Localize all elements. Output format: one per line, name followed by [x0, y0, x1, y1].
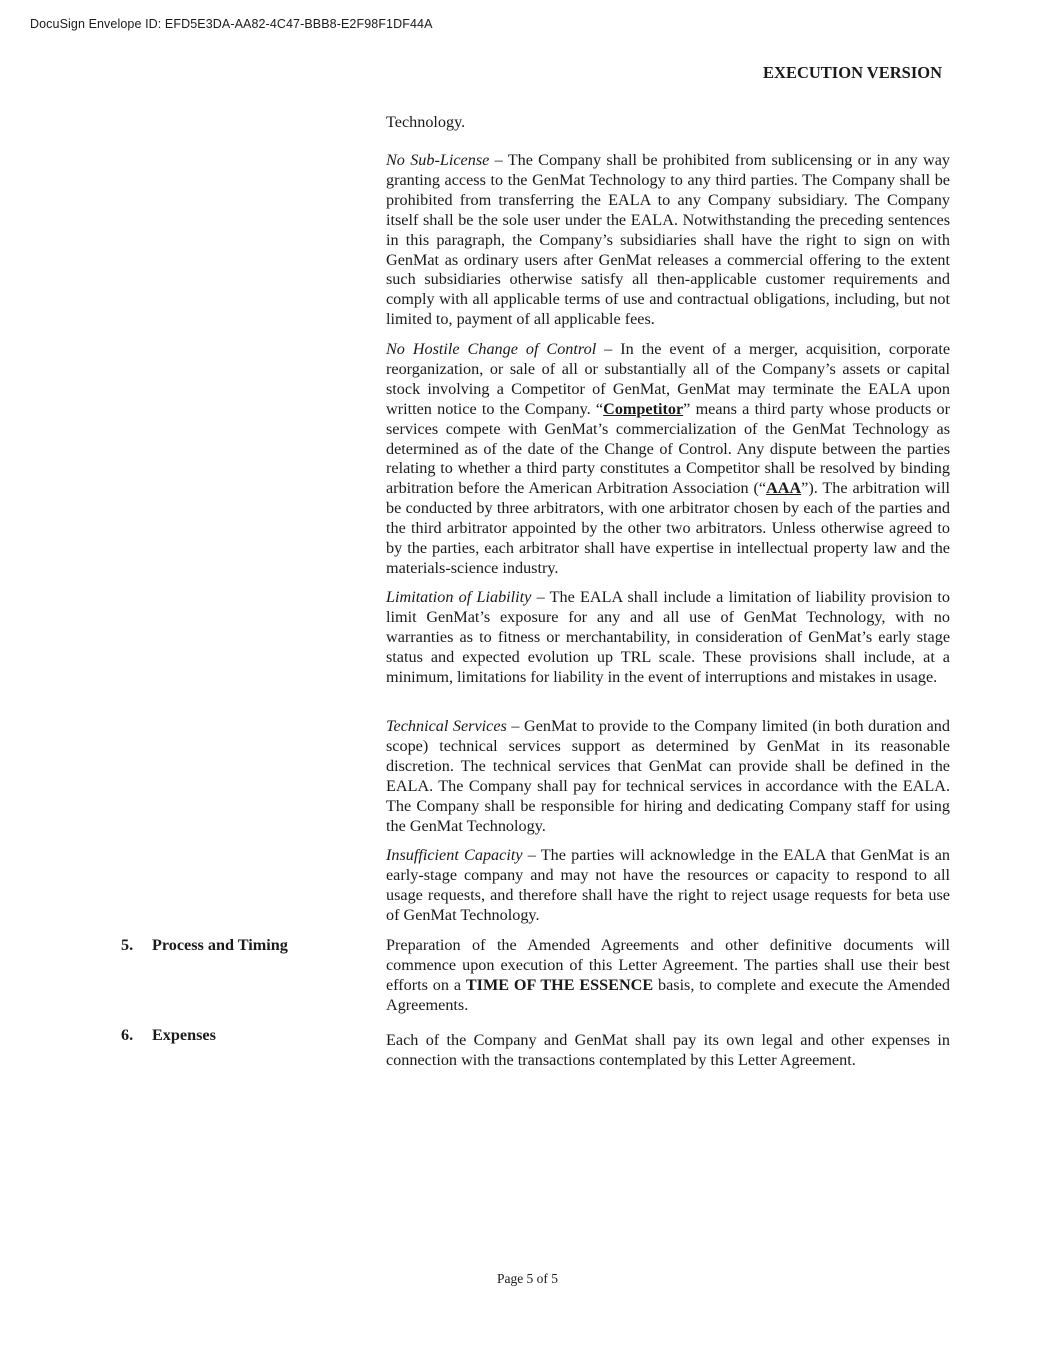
no-hostile-change-paragraph — [386, 340, 950, 579]
limitation-lead: Limitation of Liability — [386, 588, 532, 606]
section-heading-process-timing — [121, 936, 288, 956]
expenses-paragraph — [386, 1031, 950, 1071]
no-hostile-text-2: ” means a third party whose products or services compete with GenMat’s commercialization of the GenMat Technology as determined as of the date of the Change of Control. Any dispute between the parties relating to whether a third party constitutes a Competitor shall be resolved by binding arbitration before the American Arbitration Association (“ — [386, 399, 950, 498]
time-of-essence-emphasis: TIME OF THE ESSENCE — [465, 975, 654, 994]
insufficient-capacity-paragraph — [386, 846, 950, 926]
execution-version-label: EXECUTION VERSION — [763, 63, 942, 82]
no-sublicense-lead: No Sub-License — [386, 151, 490, 169]
technical-services-text: – GenMat to provide to the Company limited (in both duration and scope) technical services support as determined by GenMat in its reasonable discretion. The technical services that GenMat can provide shall be defined in the EALA. The Company shall pay for technical services in accordance with the EALA. The Company shall be responsible for hiring and dedicating Company staff for using the GenMat Technology. — [386, 717, 950, 835]
section-number: 6. — [121, 1026, 134, 1044]
section-number: 5. — [121, 936, 134, 954]
insufficient-capacity-lead: Insufficient Capacity — [386, 846, 523, 864]
process-timing-text-2: basis, to complete and execute the Amended Agreements. — [386, 975, 951, 1014]
section-heading-expenses — [121, 1026, 216, 1046]
section-title: Process and Timing — [152, 936, 288, 954]
page-number: Page 5 of 5 — [496, 1271, 559, 1286]
no-hostile-lead: No Hostile Change of Control — [386, 340, 597, 358]
process-timing-text-1: Preparation of the Amended Agreements and other definitive documents will commence upon execution of this Letter Agreement. The parties shall use their best efforts on a — [386, 936, 950, 994]
section-title: Expenses — [152, 1026, 216, 1044]
continuation-paragraph — [386, 113, 950, 133]
docusign-envelope-id: DocuSign Envelope ID: EFD5E3DA-AA82-4C47-BBB8-E2F98F1DF44A — [30, 17, 433, 31]
limitation-of-liability-paragraph — [386, 588, 950, 688]
insufficient-capacity-text: – The parties will acknowledge in the EALA that GenMat is an early-stage company and may not have the resources or capacity to respond to all usage requests, and therefore shall have the right to reject usage requests for beta use of GenMat Technology. — [386, 846, 951, 924]
no-sublicense-paragraph — [386, 151, 950, 330]
defined-term-aaa: AAA — [766, 479, 802, 498]
expenses-text: Each of the Company and GenMat shall pay its own legal and other expenses in connection with the transactions contemplated by this Letter Agreement. — [386, 1031, 950, 1069]
no-sublicense-text: – The Company shall be prohibited from sublicensing or in any way granting access to the GenMat Technology to any third parties. The Company shall be prohibited from transferring the EALA to any Company subsidiary. The Company itself shall be the sole user under the EALA. Notwithstanding the preceding sentences in this paragraph, the Company’s subsidiaries shall have the right to sign on with GenMat as ordinary users after GenMat releases a commercial offering to the extent such subsidiaries otherwise satisfy all then-applicable customer requirements and comply with all applicable terms of use and contractual obligations, including, but not limited to, payment of all applicable fees. — [386, 151, 950, 329]
limitation-text: – The EALA shall include a limitation of liability provision to limit GenMat’s exposure for any and all use of GenMat Technology, with no warranties as to fitness or merchantability, in consideration of GenMat’s early stage status and expected evolution up TRL scale. These provisions shall include, at a minimum, limitations for liability in the event of interruptions and mistakes in usage. — [386, 588, 951, 686]
defined-term-competitor: Competitor — [603, 399, 684, 418]
technical-services-lead: Technical Services — [386, 717, 507, 735]
no-hostile-text-1: – In the event of a merger, acquisition, corporate reorganization, or sale of all or substantially all of the Company’s assets or capital stock involving a Competitor of GenMat, GenMat may terminate the EALA upon written notice to the Company. “ — [386, 340, 951, 418]
no-hostile-text-3: ”). The arbitration will be conducted by three arbitrators, with one arbitrator chosen by each of the parties and the third arbitrator appointed by the other two arbitrators. Unless otherwise agreed to by the parties, each arbitrator shall have expertise in intellectual property law and the materials-science industry. — [386, 479, 950, 577]
technical-services-paragraph — [386, 717, 950, 836]
continuation-text: Technology. — [386, 113, 466, 131]
process-timing-paragraph — [386, 936, 950, 1016]
